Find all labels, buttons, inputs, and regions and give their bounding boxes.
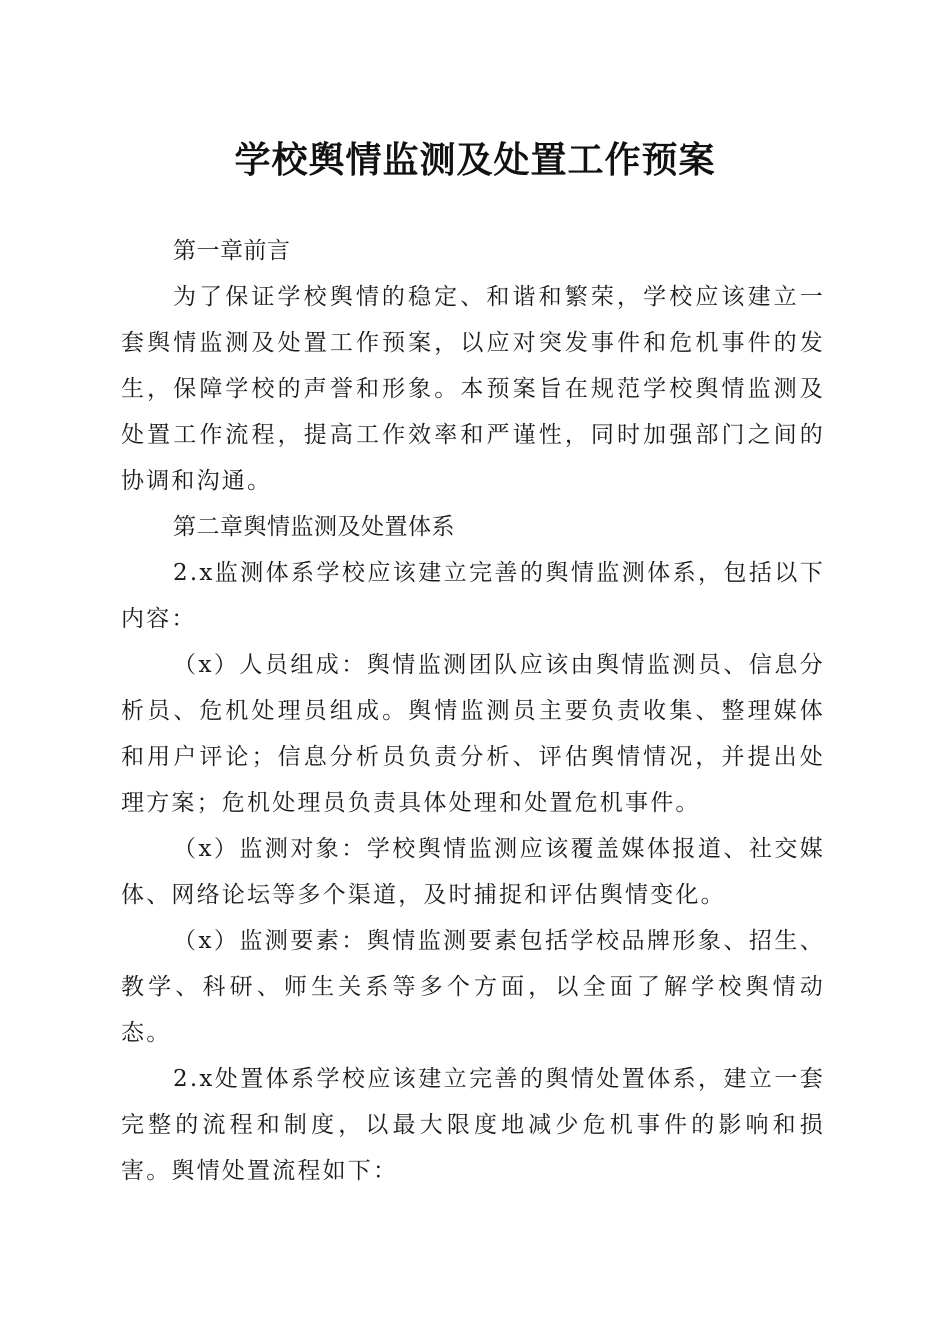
paragraph: 2.x处置体系学校应该建立完善的舆情处置体系，建立一套完整的流程和制度，以最大限度地减少危机事件的影响和损害。舆情处置流程如下： <box>121 1066 825 1184</box>
paragraph: 为了保证学校舆情的稳定、和谐和繁荣，学校应该建立一套舆情监测及处置工作预案，以应对突发事件和危机事件的发生，保障学校的声誉和形象。本预案旨在规范学校舆情监测及处置工作流程，提高工作效率和严谨性，同时加强部门之间的协调和沟通。 <box>121 284 825 494</box>
chapter-heading: 第二章舆情监测及处置体系 <box>173 514 455 540</box>
document-body <box>121 228 825 1194</box>
list-item: （x）人员组成：舆情监测团队应该由舆情监测员、信息分析员、危机处理员组成。舆情监测员主要负责收集、整理媒体和用户评论；信息分析员负责分析、评估舆情情况，并提出处理方案；危机处理员负责具体处理和处置危机事件。 <box>121 652 825 816</box>
list-item: （x）监测对象：学校舆情监测应该覆盖媒体报道、社交媒体、网络论坛等多个渠道，及时捕捉和评估舆情变化。 <box>121 836 825 908</box>
paragraph: 2.x监测体系学校应该建立完善的舆情监测体系，包括以下内容： <box>121 560 825 632</box>
document-title: 学校舆情监测及处置工作预案 <box>234 139 716 181</box>
list-item: （x）监测要素：舆情监测要素包括学校品牌形象、招生、教学、科研、师生关系等多个方面，以全面了解学校舆情动态。 <box>121 928 825 1046</box>
chapter-heading: 第一章前言 <box>173 238 291 264</box>
